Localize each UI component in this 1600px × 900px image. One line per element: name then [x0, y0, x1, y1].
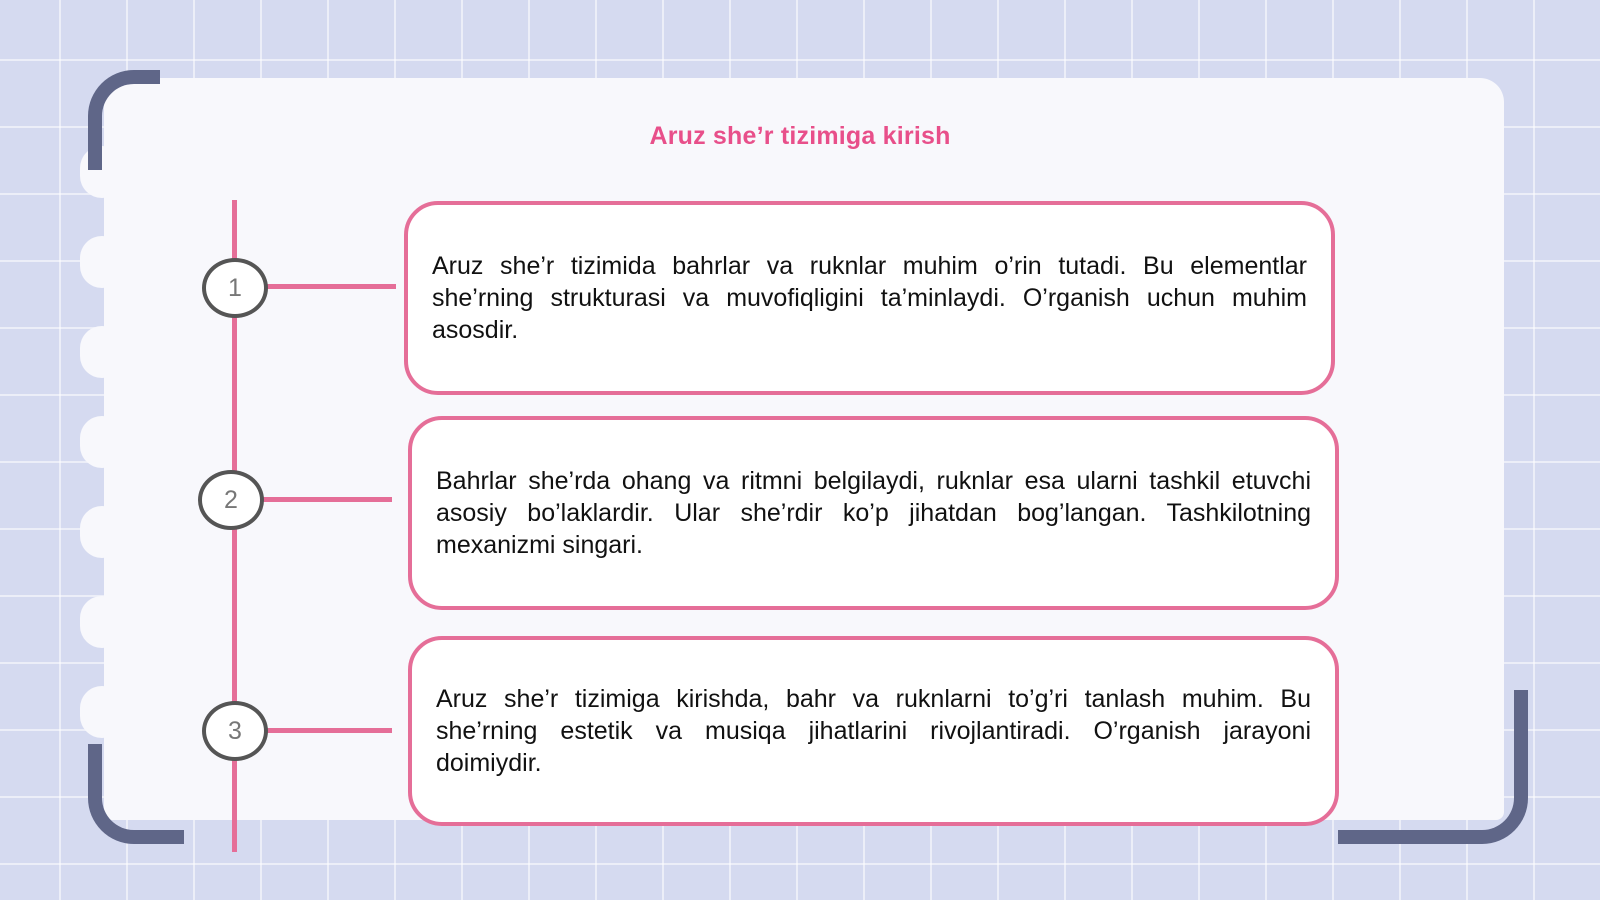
step-number-1: 1: [202, 258, 268, 318]
slide-title: Aruz sheʼr tizimiga kirish: [649, 122, 951, 150]
step-connector: [266, 284, 396, 289]
paper-notch: [80, 326, 124, 378]
corner-bracket-top-left: [88, 70, 160, 170]
paper-notch: [80, 416, 124, 468]
corner-bracket-bottom-right: [1338, 690, 1528, 844]
paper-notch: [80, 506, 124, 558]
paper-notch: [80, 596, 124, 648]
step-connector: [266, 728, 392, 733]
step-connector: [262, 497, 392, 502]
paper-notch: [80, 686, 124, 738]
step-card-3: [408, 636, 1339, 826]
corner-bracket-bottom-left: [88, 744, 184, 844]
step-number-3: 3: [202, 701, 268, 761]
paper-notch: [80, 236, 124, 288]
step-text-1: Aruz she’r tizimida bahrlar va ruknlar muhim o’rin tutadi. Bu elementlar she’rning strukturasi va muvofiqligini ta’minlaydi. O’rganish uchun muhim asosdir.: [432, 252, 1307, 344]
step-text-2: Bahrlar she’rda ohang va ritmni belgilaydi, ruknlar esa ularni tashkil etuvchi asosiy bo’laklardir. Ular she’rdir ko’p jihatdan bog’langan. Tashkilotning mexanizmi singari.: [436, 467, 1311, 559]
step-card-1: [404, 201, 1335, 395]
step-number-2: 2: [198, 470, 264, 530]
step-text-3: Aruz she’r tizimiga kirishda, bahr va ruknlarni to’g’ri tanlash muhim. Bu she’rning estetik va musiqa jihatlarini rivojlantiradi. O’rganish jarayoni doimiydir.: [436, 685, 1311, 777]
step-card-2: [408, 416, 1339, 610]
